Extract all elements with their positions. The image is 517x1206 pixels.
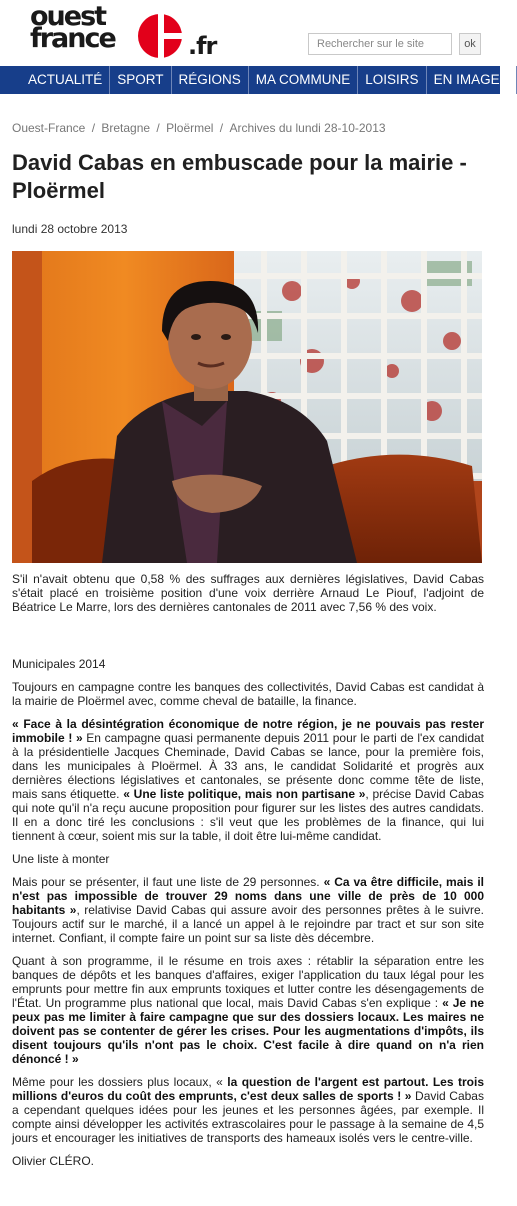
search-box[interactable]: [308, 33, 452, 55]
article-photo: [12, 251, 482, 563]
article-body: [12, 572, 484, 1177]
quote: « Une liste politique, mais non partisane »: [123, 787, 366, 801]
article-paragraph: Toujours en campagne contre les banques des collectivités, David Cabas est candidat à la mairie de Ploërmel avec, comme cheval de bataille, la finance.: [12, 680, 484, 708]
quote: « Face à la désintégration économique de notre région, je ne pouvais pas rester immobile ! »: [12, 717, 484, 745]
nav-item-ma-commune[interactable]: MA COMMUNE: [249, 66, 359, 94]
nav-item-actualite[interactable]: ACTUALITÉ: [0, 66, 110, 94]
nav-item-loisirs[interactable]: LOISIRS: [358, 66, 426, 94]
logo-tld: .fr: [188, 32, 217, 60]
nav-item-regions[interactable]: RÉGIONS: [172, 66, 249, 94]
main-navigation: [0, 66, 509, 94]
breadcrumb-item-bretagne[interactable]: Bretagne: [101, 121, 151, 135]
breadcrumb-item-ploermel[interactable]: Ploërmel: [166, 121, 214, 135]
article-date: lundi 28 octobre 2013: [12, 222, 128, 236]
quote: « Je ne peux pas me limiter à faire campagne que sur des dossiers locaux. Les maires ne doivent pas se contenter de gérer les crises. Pour les augmentations d'impôts, ils disent toujours qu'ils n'ont pas le choix. C'est facile à dire quand on n'a rien dénoncé ! »: [12, 996, 484, 1066]
section-heading-municipales: Municipales 2014: [12, 657, 106, 671]
logo-word-france: france: [30, 23, 115, 54]
nav-item-en-images[interactable]: EN IMAGES: [427, 66, 517, 94]
article-paragraph: Mais pour se présenter, il faut une liste de 29 personnes. « Ca va être difficile, mais il n'est pas impossible de trouver 29 noms dans une ville de près de 10 000 habitants », relativise David Cabas qui assure avoir des personnes prêtes à le suivre. Toujours actif sur le marché, il a lancé un appel à le rejoindre par tract et sur son site internet. Confiant, il compte faire un point sur sa liste dès décembre.: [12, 875, 484, 945]
article-paragraph: Même pour les dossiers plus locaux, « la question de l'argent est partout. Les trois millions d'euros du coût des emprunts, c'est deux salles de sports ! » David Cabas a cependant quelques idées pour les jeunes et les personnes âgées, par exemple. Il compte ainsi développer les activités extrascolaires pour le passage à la semaine de 4,5 jours et encourager les initiatives de transports des hameaux isolés vers le centre-ville.: [12, 1075, 484, 1145]
breadcrumb-item-ouest-france[interactable]: Ouest-France: [12, 121, 86, 135]
nav-item-sport[interactable]: SPORT: [110, 66, 171, 94]
breadcrumb: Ouest-France / Bretagne / Ploërmel / Archives du lundi 28-10-2013: [12, 121, 386, 135]
quote: « Ca va être difficile, mais il n'est pas impossible de trouver 29 noms dans une ville de près de 10 000 habitants »: [12, 875, 484, 917]
article-title: David Cabas en embuscade pour la mairie - Ploërmel: [12, 150, 467, 203]
quote: la question de l'argent est partout. Les trois millions d'euros du coût des emprunts, c'est deux salles de sports ! »: [12, 1075, 484, 1103]
article-paragraph: « Face à la désintégration économique de notre région, je ne pouvais pas rester immobile ! » En campagne quasi permanente depuis 2011 pour le parti de l'ex candidat à la présidentielle Jacques Cheminade, David Cabas se lance, pour la première fois, dans les municipales à Ploërmel. À 33 ans, le candidat Solidarité et progrès aux dernières élections législatives et cantonales, se présente donc comme tête de liste, mais sans étiquette. « Une liste politique, mais non partisane », précise David Cabas qui note qu'il n'a reçu aucune proposition pour figurer sur les listes des autres candidats. Il en a donc tiré les conclusions : s'il veut que les problèmes de la finance, qui lui tiennent à cœur, soient mis sur la table, il doit être lui-même candidat.: [12, 717, 485, 843]
article-intro: S'il n'avait obtenu que 0,58 % des suffrages aux dernières législatives, David Cabas s'était placé en troisième position d'une voix derrière Arnaud Le Piouf, l'adjoint de Béatrice Le Marre, lors des dernières cantonales de 2011 avec 7,56 % des voix.: [12, 572, 484, 614]
site-header: [0, 0, 500, 66]
search-ok-button[interactable]: ok: [459, 33, 481, 55]
logo-cross-icon: [138, 14, 182, 58]
article-paragraph: Quant à son programme, il le résume en trois axes : rétablir la séparation entre les banques de dépôts et les banques d'affaires, exiger l'application du taux légal pour les emprunts pour mettre fin aux emprunts toxiques et lutter contre les désengagements de l'État. Un programme plus national que local, mais David Cabas s'en explique : « Je ne peux pas me limiter à faire campagne que sur des dossiers locaux. Les maires ne doivent pas se contenter de gérer les crises. Pour les augmentations d'impôts, ils disent toujours qu'ils n'ont pas le choix. C'est facile à dire quand on n'a rien dénoncé ! »: [12, 954, 484, 1066]
search-input[interactable]: [309, 34, 451, 54]
logo-word-ouest: ouest: [30, 1, 106, 32]
article-author: Olivier CLÉRO.: [12, 1154, 95, 1168]
breadcrumb-item-archives[interactable]: Archives du lundi 28-10-2013: [229, 121, 386, 135]
section-heading-liste: Une liste à monter: [12, 852, 110, 866]
